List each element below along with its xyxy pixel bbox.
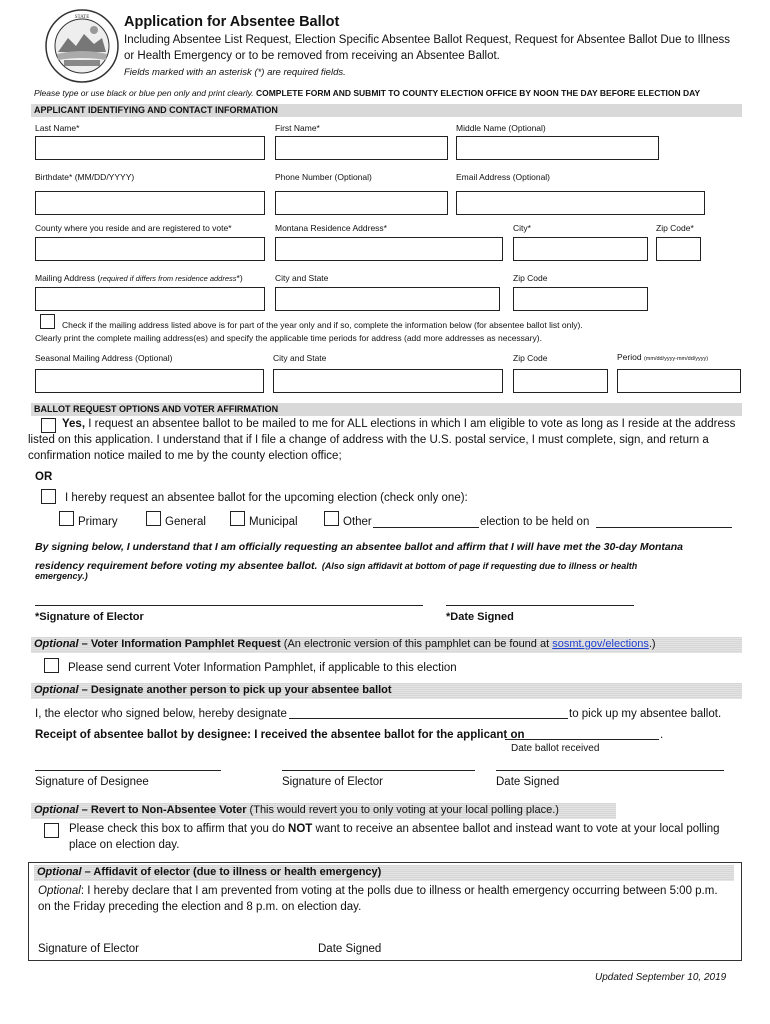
phone-label: Phone Number (Optional)	[275, 172, 372, 182]
date-signed-line[interactable]	[446, 605, 634, 606]
date-received-line[interactable]	[505, 739, 659, 740]
affidavit-heading	[34, 865, 734, 881]
birthdate-input[interactable]	[35, 191, 265, 215]
mailing-city-state-label: City and State	[275, 273, 329, 283]
residence-address-label: Montana Residence Address*	[275, 223, 387, 233]
designee-heading	[31, 683, 742, 699]
period-format: (mm/dd/yyyy-mm/dd/yyyy)	[643, 356, 709, 362]
designee-heading-text: – Designate another person to pick up your absentee ballot	[78, 684, 392, 696]
county-label: County where you reside and are registered to vote*	[35, 223, 232, 233]
mailing-city-state-input[interactable]	[275, 287, 500, 311]
mailing-zip-input[interactable]	[513, 287, 648, 311]
designee-date-signed-line[interactable]	[496, 770, 724, 771]
state-seal-icon	[44, 8, 120, 84]
last-name-input[interactable]	[35, 136, 265, 160]
birthdate-label: Birthdate* (MM/DD/YYYY)	[35, 172, 135, 182]
revert-heading-bold: – Revert to Non-Absentee Voter	[78, 804, 247, 816]
primary-label: Primary	[78, 516, 118, 528]
pamphlet-checkbox[interactable]	[44, 658, 59, 673]
date-received-label: Date ballot received	[511, 743, 600, 754]
receipt-text: Receipt of absentee ballot by designee: I received the absentee ballot for the applicant on	[35, 729, 525, 741]
last-name-label: Last Name*	[35, 123, 80, 133]
election-date-line[interactable]	[596, 527, 732, 528]
designee-elector-signature-line[interactable]	[282, 770, 475, 771]
email-label: Email Address (Optional)	[456, 172, 551, 182]
yes-label: Yes,	[62, 418, 86, 430]
affidavit-line-1	[38, 883, 718, 899]
middle-name-label: Middle Name (Optional)	[456, 123, 546, 133]
revert-not: NOT	[288, 823, 313, 835]
pamphlet-heading	[31, 637, 742, 653]
general-label: General	[165, 516, 206, 528]
revert-line-1-b: want to receive an absentee ballot and instead want to vote at your local polling	[312, 823, 720, 835]
sosmt-link[interactable]: sosmt.gov/elections	[552, 638, 649, 650]
designee-date-signed-label: Date Signed	[496, 776, 560, 788]
revert-line-2: place on election day.	[69, 839, 180, 851]
designee-name-line[interactable]	[289, 718, 568, 719]
affidavit-optional-2: Optional	[38, 885, 81, 897]
seasonal-zip-label: Zip Code	[513, 353, 548, 363]
other-label: Other	[343, 516, 372, 528]
affirm-line-2-text: residency requirement before voting my absentee ballot.	[35, 560, 318, 572]
subtitle-line-2: or Health Emergency or to be removed from receiving an Absentee Ballot.	[124, 50, 500, 62]
first-name-input[interactable]	[275, 136, 448, 160]
required-note: Fields marked with an asterisk (*) are required fields.	[124, 67, 346, 78]
revert-line-1	[69, 821, 720, 837]
middle-name-input[interactable]	[456, 136, 659, 160]
seasonal-address-label: Seasonal Mailing Address (Optional)	[35, 353, 173, 363]
seasonal-city-state-label: City and State	[273, 353, 327, 363]
seasonal-address-input[interactable]	[35, 369, 264, 393]
upcoming-election-checkbox[interactable]	[41, 489, 56, 504]
revert-optional: Optional	[34, 804, 79, 816]
yes-text: I request an absentee ballot to be mailed to me for ALL elections in which I am eligible to vote as long as I reside at the address	[85, 418, 736, 430]
affidavit-signature-label: Signature of Elector	[38, 943, 140, 955]
affirm-line-2	[35, 556, 637, 574]
pamphlet-optional: Optional	[34, 638, 79, 650]
city-label: City*	[513, 223, 531, 233]
all-elections-line-3: confirmation notice mailed to me by the county election office;	[28, 450, 342, 462]
designee-signature-line[interactable]	[35, 770, 221, 771]
mailing-address-text: Mailing Address (	[35, 273, 101, 283]
seasonal-address-checkbox[interactable]	[40, 314, 55, 329]
municipal-label: Municipal	[249, 516, 298, 528]
designee-elector-signature-label: Signature of Elector	[282, 776, 384, 788]
municipal-checkbox[interactable]	[230, 511, 245, 526]
upcoming-election-text: I hereby request an absentee ballot for the upcoming election (check only one):	[65, 492, 468, 504]
designee-optional: Optional	[34, 684, 79, 696]
primary-checkbox[interactable]	[59, 511, 74, 526]
or-label: OR	[35, 471, 53, 483]
date-signed-label: *Date Signed	[446, 611, 514, 623]
svg-text:STATE: STATE	[74, 15, 90, 20]
other-checkbox[interactable]	[324, 511, 339, 526]
revert-heading-rest: (This would revert you to only voting at your local polling place.)	[246, 804, 559, 816]
mailing-address-note: required if differs from residence address	[100, 274, 237, 283]
ballot-section-heading: BALLOT REQUEST OPTIONS AND VOTER AFFIRMATION	[31, 403, 742, 416]
period-label	[617, 352, 708, 362]
subtitle-line-1: Including Absentee List Request, Election Specific Absentee Ballot Request, Request for Absentee Ballot Due to Illness	[124, 34, 731, 46]
updated-date: Updated September 10, 2019	[595, 972, 727, 983]
revert-checkbox[interactable]	[44, 823, 59, 838]
period-input[interactable]	[617, 369, 741, 393]
other-election-line[interactable]	[373, 527, 479, 528]
zip-input[interactable]	[656, 237, 701, 261]
email-input[interactable]	[456, 191, 705, 215]
general-checkbox[interactable]	[146, 511, 161, 526]
affirm-small: (Also sign affidavit at bottom of page if requesting due to illness or health	[321, 561, 638, 571]
pamphlet-heading-rest: (An electronic version of this pamphlet can be found at	[280, 638, 553, 650]
held-on-label: election to be held on	[480, 516, 590, 528]
affidavit-line-1-text: : I hereby declare that I am prevented from voting at the polls due to illness or health emergency occurring between 5:00 p.m.	[80, 885, 718, 897]
period-text: Period	[617, 352, 642, 362]
all-elections-checkbox[interactable]	[41, 418, 56, 433]
affidavit-heading-text: – Affidavit of elector (due to illness or health emergency)	[81, 866, 382, 878]
seasonal-city-state-input[interactable]	[273, 369, 503, 393]
applicant-section-heading: APPLICANT IDENTIFYING AND CONTACT INFORMATION	[31, 104, 742, 117]
residence-address-input[interactable]	[275, 237, 503, 261]
instructions	[34, 88, 700, 98]
mailing-address-label	[35, 273, 243, 283]
elector-signature-label: *Signature of Elector	[35, 611, 144, 623]
affidavit-line-2: on the Friday preceding the election and 8 p.m. on election day.	[38, 901, 362, 913]
instructions-italic: Please type or use black or blue pen only and print clearly.	[34, 88, 254, 98]
all-elections-line-2: listed on this application. I understand that if I file a change of address with the U.S. postal service, I must complete, sign, and return a	[28, 434, 709, 446]
zip-label: Zip Code*	[656, 223, 694, 233]
affirm-line-1: By signing below, I understand that I am officially requesting an absentee ballot and affirm that I will have met the 30-day Montana	[35, 541, 684, 553]
receipt-period: .	[660, 729, 664, 741]
page-title: Application for Absentee Ballot	[124, 14, 340, 30]
affidavit-date-signed-label: Date Signed	[318, 943, 382, 955]
affidavit-optional: Optional	[37, 866, 82, 878]
mailing-address-close: *)	[236, 273, 243, 283]
affirm-line-3: emergency.)	[35, 571, 88, 581]
mailing-zip-label: Zip Code	[513, 273, 548, 283]
designee-signature-label: Signature of Designee	[35, 776, 149, 788]
pamphlet-check-text: Please send current Voter Information Pamphlet, if applicable to this election	[68, 662, 457, 674]
elector-signature-line[interactable]	[35, 605, 423, 606]
seasonal-zip-input[interactable]	[513, 369, 608, 393]
pamphlet-heading-close: .)	[648, 638, 656, 650]
instructions-bold: COMPLETE FORM AND SUBMIT TO COUNTY ELECTION OFFICE BY NOON THE DAY BEFORE ELECTION DAY	[255, 88, 701, 98]
phone-input[interactable]	[275, 191, 448, 215]
designate-text: I, the elector who signed below, hereby designate	[35, 708, 287, 720]
pamphlet-heading-bold: – Voter Information Pamphlet Request	[78, 638, 281, 650]
mailing-address-input[interactable]	[35, 287, 265, 311]
revert-line-1-a: Please check this box to affirm that you do	[69, 823, 289, 835]
seasonal-instruction: Clearly print the complete mailing address(es) and specify the applicable time periods for address (add more addresses as necessary).	[35, 333, 542, 343]
pickup-text: to pick up my absentee ballot.	[569, 708, 722, 720]
revert-heading	[31, 803, 616, 819]
all-elections-line-1	[62, 416, 735, 432]
city-input[interactable]	[513, 237, 648, 261]
first-name-label: First Name*	[275, 123, 320, 133]
seasonal-check-text: Check if the mailing address listed above is for part of the year only and if so, complete the information below (for absentee ballot list only).	[62, 320, 583, 330]
county-input[interactable]	[35, 237, 265, 261]
